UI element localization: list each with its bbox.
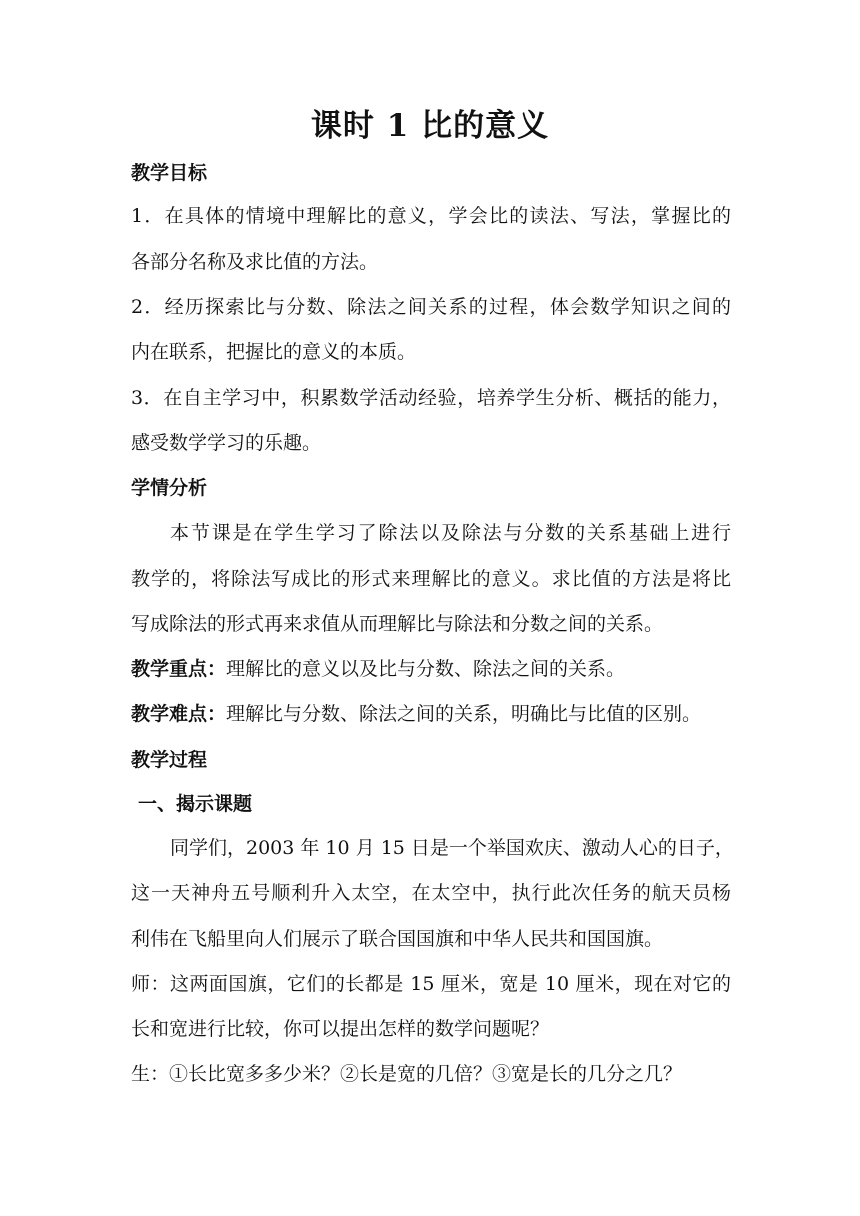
difficult-point-label: 教学难点： — [131, 703, 227, 725]
analysis-line-1: 本节课是在学生学习了除法以及除法与分数的关系基础上进行 — [170, 522, 731, 544]
goal-3-line-2: 感受数学学习的乐趣。 — [131, 432, 322, 454]
difficult-point-text: 理解比与分数、除法之间的关系，明确比与比值的区别。 — [226, 703, 702, 725]
key-point-label: 教学重点： — [131, 658, 227, 680]
analysis-heading: 学情分析 — [131, 477, 208, 499]
analysis-line-3: 写成除法的形式再来求值从而理解比与除法和分数之间的关系。 — [131, 613, 664, 635]
teacher-line-1: 师：这两面国旗，它们的长都是 15 厘米，宽是 10 厘米，现在对它的 — [131, 973, 731, 995]
analysis-line-2: 教学的，将除法写成比的形式来理解比的意义。求比值的方法是将比 — [131, 568, 731, 590]
intro-line-2: 这一天神舟五号顺利升入太空，在太空中，执行此次任务的航天员杨 — [131, 882, 731, 904]
key-point — [131, 654, 731, 684]
key-point-text: 理解比的意义以及比与分数、除法之间的关系。 — [226, 658, 626, 680]
goal-2-line-1: 2．经历探索比与分数、除法之间关系的过程，体会数学知识之间的 — [131, 296, 731, 318]
goal-1-line-2: 各部分名称及求比值的方法。 — [131, 251, 379, 273]
student-answer: 生：①长比宽多多少米？②长是宽的几倍？③宽是长的几分之几？ — [131, 1063, 683, 1085]
teacher-line-2: 长和宽进行比较，你可以提出怎样的数学问题呢？ — [131, 1018, 550, 1040]
goal-2-line-2: 内在联系，把握比的意义的本质。 — [131, 341, 417, 363]
goal-3-line-1: 3．在自主学习中，积累数学活动经验，培养学生分析、概括的能力， — [131, 387, 731, 409]
goal-1-line-1: 1．在具体的情境中理解比的意义，学会比的读法、写法，掌握比的 — [131, 205, 731, 227]
page-title: 课时 1 比的意义 — [310, 108, 550, 144]
difficult-point — [131, 699, 731, 729]
goals-heading: 教学目标 — [131, 162, 208, 184]
process-heading: 教学过程 — [131, 749, 208, 771]
intro-line-3: 利伟在飞船里向人们展示了联合国国旗和中华人民共和国国旗。 — [131, 928, 664, 950]
section-1-heading: 一、揭示课题 — [138, 793, 253, 815]
intro-line-1: 同学们，2003 年 10 月 15 日是一个举国欢庆、激动人心的日子， — [170, 837, 734, 859]
